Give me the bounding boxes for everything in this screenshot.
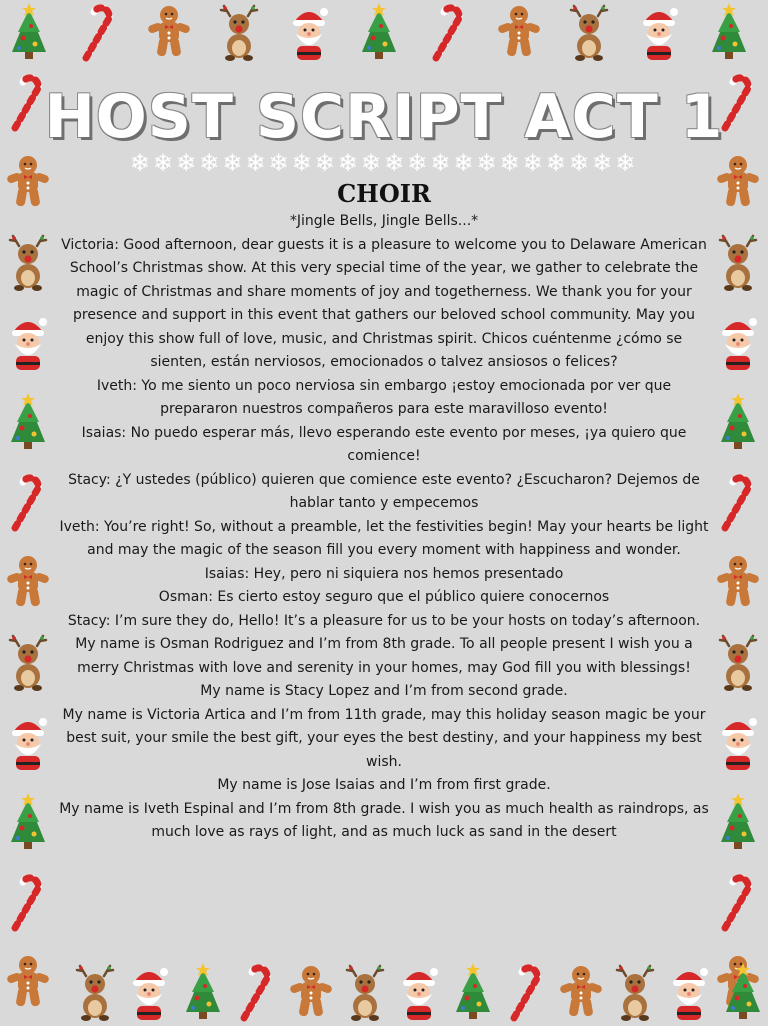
script-line: *Jingle Bells, Jingle Bells...* bbox=[289, 213, 479, 229]
santa-icon bbox=[713, 312, 763, 372]
gingerbread-icon bbox=[286, 962, 336, 1022]
script-line: Osman: Es cierto estoy seguro que el público quiere conocernos bbox=[158, 589, 610, 605]
candy-cane-icon bbox=[713, 472, 763, 532]
reindeer-icon bbox=[214, 2, 264, 62]
gingerbread-icon bbox=[556, 962, 606, 1022]
reindeer-icon bbox=[3, 632, 53, 692]
tree-icon bbox=[718, 962, 768, 1022]
page-title: HOST SCRIPT ACT 1 bbox=[44, 82, 724, 152]
reindeer-icon bbox=[713, 632, 763, 692]
script-line: Isaias: Hey, pero ni siquiera nos hemos presentado bbox=[204, 565, 564, 582]
snowflake-divider: ❄❄❄❄❄❄❄❄❄❄❄❄❄❄❄❄❄❄❄❄❄❄ bbox=[129, 149, 639, 177]
santa-icon bbox=[284, 2, 334, 62]
script-line: My name is Jose Isaias and I’m from first grade. bbox=[217, 777, 551, 793]
santa-icon bbox=[664, 962, 714, 1022]
reindeer-icon bbox=[610, 962, 660, 1022]
tree-icon bbox=[178, 962, 228, 1022]
script-line: My name is Victoria Artica and I’m from 11th grade, may this holiday season magic be your best suit, your smile the best gift, your eyes the best destiny, and your happiness my best wish. bbox=[62, 706, 706, 770]
candy-cane-icon bbox=[74, 2, 124, 62]
santa-icon bbox=[3, 312, 53, 372]
santa-icon bbox=[713, 712, 763, 772]
script-line: Iveth: You’re right! So, without a preamble, let the festivities begin! May your hearts be light and may the magic of the season fill you every moment with happiness and wonder. bbox=[59, 518, 709, 558]
candy-cane-icon bbox=[3, 472, 53, 532]
section-subtitle: CHOIR bbox=[337, 179, 431, 208]
tree-icon bbox=[3, 392, 53, 452]
santa-icon bbox=[634, 2, 684, 62]
santa-icon bbox=[3, 712, 53, 772]
gingerbread-icon bbox=[144, 2, 194, 62]
candy-cane-icon bbox=[3, 872, 53, 932]
tree-icon bbox=[713, 392, 763, 452]
candy-cane-icon bbox=[713, 872, 763, 932]
candy-cane-icon bbox=[232, 962, 282, 1022]
tree-icon bbox=[704, 2, 754, 62]
script-line: Stacy: ¿Y ustedes (público) quieren que comience este evento? ¿Escucharon? Dejemos de hablar tanto y empecemos bbox=[68, 471, 700, 511]
script-line: My name is Stacy Lopez and I’m from second grade. bbox=[200, 683, 568, 699]
santa-icon bbox=[124, 962, 174, 1022]
tree-icon bbox=[3, 792, 53, 852]
script-line: Isaias: No puedo esperar más, llevo esperando este evento por meses, ¡ya quiero que comience! bbox=[81, 424, 687, 464]
script-line: My name is Iveth Espinal and I’m from 8th grade. I wish you as much health as raindrops, as much love as rays of light, and as much luck as sand in the desert bbox=[59, 800, 709, 840]
tree-icon bbox=[354, 2, 404, 62]
reindeer-icon bbox=[564, 2, 614, 62]
tree-icon bbox=[4, 2, 54, 62]
script-line: Victoria: Good afternoon, dear guests it is a pleasure to welcome you to Delaware American School’s Christmas show. At this very special time of the year, we gather to celebrate the magic of Christmas and share moments of joy and togetherness. We thank you for your presence and support in this event that gathers our beloved school community. May you enjoy this show full of love, music, and Christmas spirit. Chicos cuéntenme ¿cómo se sienten, están nerviosos, emocionados o talvez ansiosos o felices? bbox=[61, 236, 707, 370]
gingerbread-icon bbox=[494, 2, 544, 62]
gingerbread-icon bbox=[713, 552, 763, 612]
santa-icon bbox=[394, 962, 444, 1022]
candy-cane-icon bbox=[502, 962, 552, 1022]
candy-cane-icon bbox=[424, 2, 474, 62]
script-line: Stacy: I’m sure they do, Hello! It’s a pleasure for us to be your hosts on today’s afternoon. bbox=[67, 612, 701, 629]
script-line: Iveth: Yo me siento un poco nerviosa sin embargo ¡estoy emocionada por ver que prepararon nuestros compañeros para este maravilloso evento! bbox=[96, 377, 672, 417]
reindeer-icon bbox=[3, 232, 53, 292]
tree-icon bbox=[448, 962, 498, 1022]
reindeer-icon bbox=[70, 962, 120, 1022]
tree-icon bbox=[713, 792, 763, 852]
script-line: My name is Osman Rodriguez and I’m from 8th grade. To all people present I wish you a merry Christmas with love and serenity in your homes, may God fill you with blessings! bbox=[75, 636, 693, 676]
gingerbread-icon bbox=[3, 952, 53, 1012]
gingerbread-icon bbox=[3, 552, 53, 612]
reindeer-icon bbox=[340, 962, 390, 1022]
script-body bbox=[58, 210, 710, 845]
reindeer-icon bbox=[713, 232, 763, 292]
